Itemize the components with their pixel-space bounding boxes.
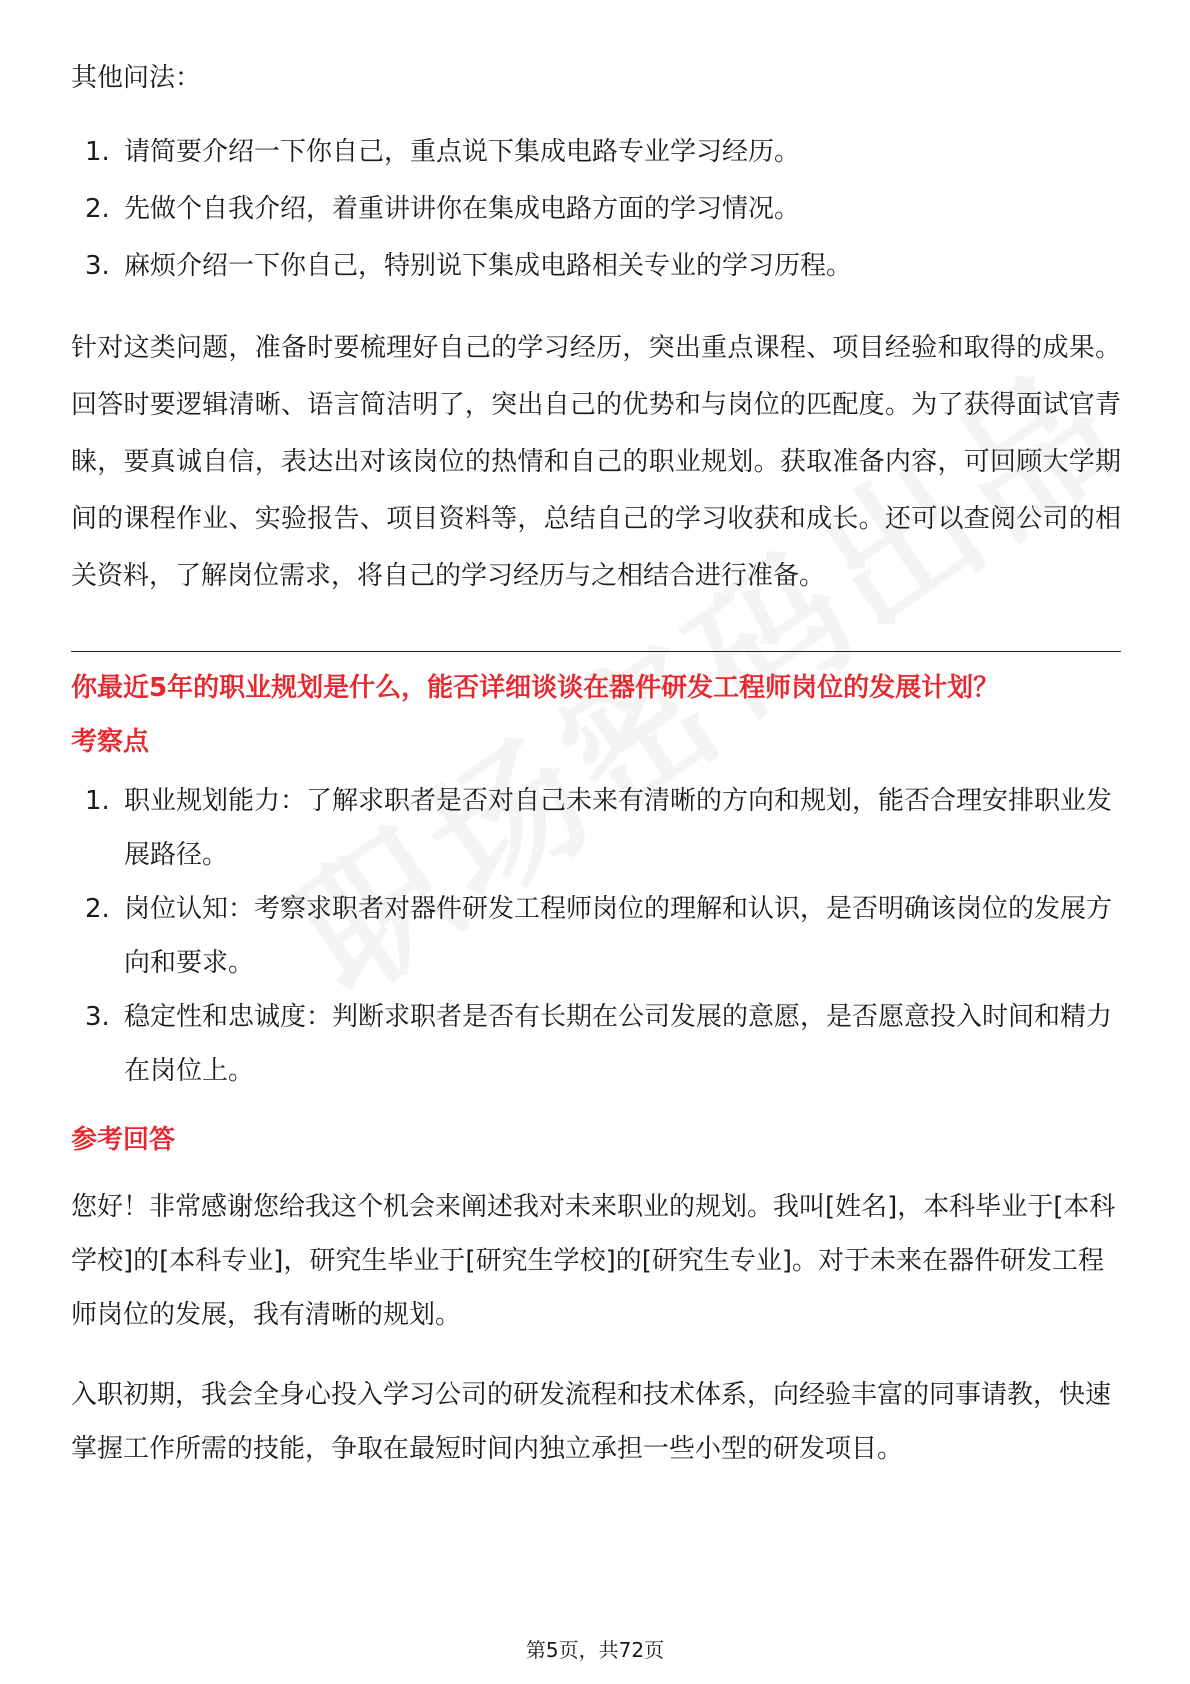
question-heading: 你最近5年的职业规划是什么，能否详细谈谈在器件研发工程师岗位的发展计划？	[71, 673, 1000, 703]
page-content	[71, 58, 1121, 1476]
list-item-number: 1.	[85, 786, 110, 816]
list-item	[71, 124, 1121, 181]
list-item	[71, 238, 1121, 295]
answer-paragraph: 您好！非常感谢您给我这个机会来阐述我对未来职业的规划。我叫[姓名]，本科毕业于[本科学校]的[本科专业]，研究生毕业于[研究生学校]的[研究生专业]。对于未来在器件研发工程师岗位的发展，我有清晰的规划。	[71, 1192, 1116, 1330]
answer-paragraph: 入职初期，我会全身心投入学习公司的研发流程和技术体系，向经验丰富的同事请教，快速掌握工作所需的技能，争取在最短时间内独立承担一些小型的研发项目。	[71, 1380, 1112, 1464]
page-footer: 第5页，共72页	[525, 1638, 665, 1662]
list-item-text: 职业规划能力：了解求职者是否对自己未来有清晰的方向和规划，能否合理安排职业发展路径。	[124, 786, 1113, 870]
list-item-number: 1.	[85, 137, 110, 167]
list-item-text: 麻烦介绍一下你自己，特别说下集成电路相关专业的学习历程。	[124, 251, 853, 281]
list-item	[71, 774, 1121, 882]
list-item	[71, 181, 1121, 238]
answer-title: 参考回答	[71, 1125, 176, 1155]
list-item-text: 先做个自我介绍，着重讲讲你在集成电路方面的学习情况。	[124, 194, 801, 224]
alternative-questions-list	[71, 124, 1121, 295]
list-item-number: 2.	[85, 894, 110, 924]
assessment-points-list	[71, 774, 1121, 1098]
list-item-number: 2.	[85, 194, 110, 224]
list-item-text: 请简要介绍一下你自己，重点说下集成电路专业学习经历。	[124, 137, 801, 167]
section-divider	[71, 651, 1121, 652]
intro-label: 其他问法：	[71, 63, 202, 93]
list-item	[71, 990, 1121, 1098]
assessment-title: 考察点	[71, 727, 150, 757]
list-item-number: 3.	[85, 1002, 110, 1032]
tips-paragraph: 针对这类问题，准备时要梳理好自己的学习经历，突出重点课程、项目经验和取得的成果。回答时要逻辑清晰、语言简洁明了，突出自己的优势和与岗位的匹配度。为了获得面试官青睐，要真诚自信，表达出对该岗位的热情和自己的职业规划。获取准备内容，可回顾大学期间的课程作业、实验报告、项目资料等，总结自己的学习收获和成长。还可以查阅公司的相关资料，了解岗位需求，将自己的学习经历与之相结合进行准备。	[71, 333, 1121, 591]
list-item-text: 岗位认知：考察求职者对器件研发工程师岗位的理解和认识，是否明确该岗位的发展方向和要求。	[124, 894, 1113, 978]
list-item	[71, 882, 1121, 990]
list-item-text: 稳定性和忠诚度：判断求职者是否有长期在公司发展的意愿，是否愿意投入时间和精力在岗位上。	[124, 1002, 1113, 1086]
list-item-number: 3.	[85, 251, 110, 281]
